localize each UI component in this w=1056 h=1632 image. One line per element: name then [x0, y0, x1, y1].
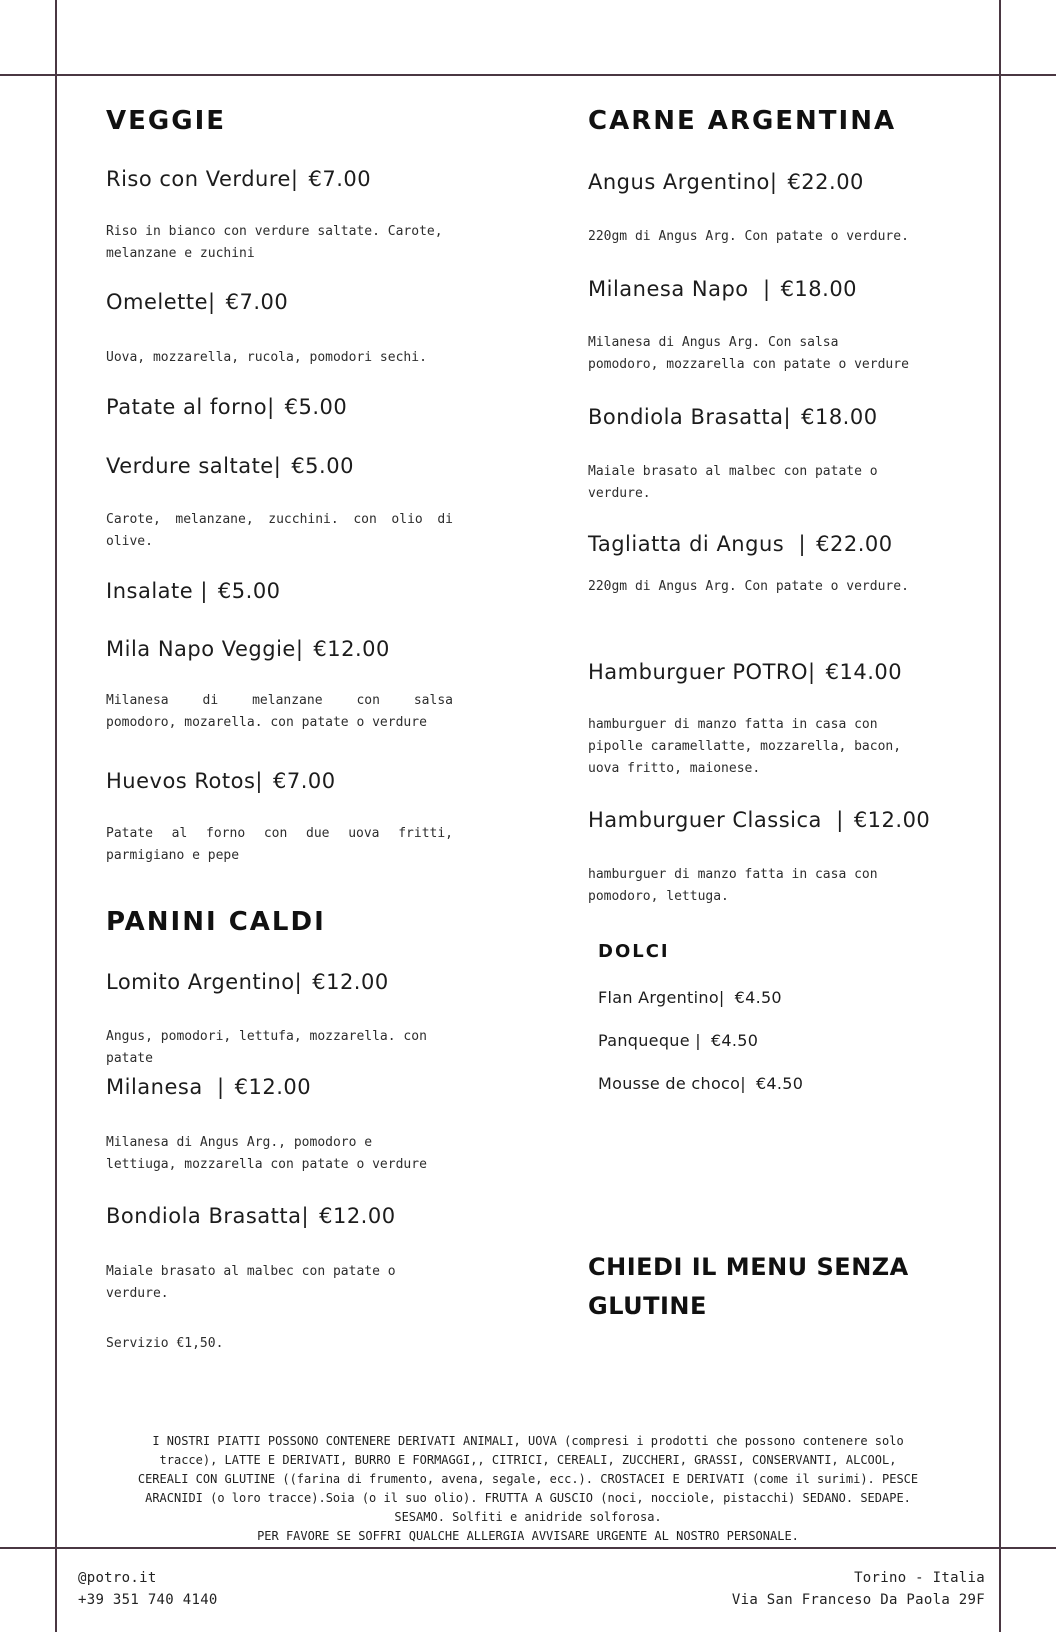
menu-item-name: Bondiola Brasatta| — [106, 1204, 310, 1228]
service-note: Servizio €1,50. — [106, 1336, 224, 1351]
menu-item-name: Verdure saltate| — [106, 454, 282, 478]
menu-item-price: €22.00 — [787, 170, 864, 194]
menu-item-description: 220gm di Angus Arg. Con patate o verdure. — [588, 229, 909, 244]
menu-item-name: Mila Napo Veggie| — [106, 637, 304, 661]
menu-column-left — [106, 0, 453, 1632]
menu-item-hamburguer-potro — [588, 660, 902, 685]
menu-item-name: Angus Argentino| — [588, 170, 778, 194]
menu-item-description: Patate al forno con due uova fritti, parmigiano e pepe — [106, 826, 453, 863]
menu-item-name: Lomito Argentino| — [106, 970, 303, 994]
menu-item-description: Milanesa di melanzane con salsa pomodoro, mozarella. con patate o verdure — [106, 693, 453, 730]
gluten-free-notice: CHIEDI IL MENU SENZA GLUTINE — [588, 1253, 909, 1320]
menu-item-milanesa-napo — [588, 277, 857, 302]
menu-item-bondiola-brasatta-panino — [106, 1204, 396, 1229]
menu-item-omelette — [106, 290, 288, 315]
menu-item-mila-napo-veggie — [106, 637, 390, 662]
menu-item-price: €18.00 — [801, 405, 878, 429]
menu-item-price: €12.00 — [319, 1204, 396, 1228]
menu-item-price: €12.00 — [853, 808, 931, 832]
menu-item-name: Mousse de choco| — [598, 1074, 746, 1093]
menu-item-name: Bondiola Brasatta| — [588, 405, 792, 429]
frame-line-vertical-right — [999, 0, 1001, 1632]
menu-item-verdure-saltate — [106, 454, 354, 479]
menu-item-flan-argentino — [598, 988, 782, 1008]
menu-item-name: Patate al forno| — [106, 395, 275, 419]
menu-item-insalate — [106, 579, 281, 604]
menu-item-panqueque — [598, 1031, 758, 1051]
menu-item-lomito-argentino — [106, 970, 389, 995]
menu-item-name: Riso con Verdure| — [106, 167, 299, 191]
menu-item-description: Riso in bianco con verdure saltate. Carote, melanzane e zuchini — [106, 224, 443, 261]
menu-item-description: hamburguer di manzo fatta in casa con pipolle caramellatte, mozzarella, bacon, uova fritto, maionese. — [588, 717, 902, 776]
menu-item-price: €22.00 — [816, 532, 893, 556]
menu-item-name: Milanesa Napo | — [588, 277, 771, 301]
menu-item-mousse-de-choco — [598, 1074, 803, 1094]
menu-item-description: Milanesa di Angus Arg. Con salsa pomodoro, mozzarella con patate o verdure — [588, 335, 909, 372]
footer-contact — [78, 1567, 218, 1611]
menu-item-name: Hamburguer POTRO| — [588, 660, 816, 684]
menu-column-right — [588, 0, 935, 1632]
menu-item-name: Milanesa | — [106, 1075, 225, 1099]
menu-item-price: €12.00 — [312, 970, 389, 994]
menu-item-price: €4.50 — [755, 1074, 804, 1093]
menu-item-price: €4.50 — [734, 988, 782, 1007]
menu-item-patate-al-forno — [106, 395, 347, 420]
menu-item-price: €12.00 — [313, 637, 390, 661]
menu-item-name: Flan Argentino| — [598, 988, 725, 1007]
menu-item-name: Panqueque | — [598, 1031, 701, 1050]
menu-item-price: €5.00 — [217, 579, 281, 603]
menu-item-description: hamburguer di manzo fatta in casa con pomodoro, lettuga. — [588, 867, 878, 904]
menu-item-name: Hamburguer Classica | — [588, 808, 844, 832]
footer-address: Via San Franceso Da Paola 29F — [731, 1592, 985, 1608]
menu-item-description: 220gm di Angus Arg. Con patate o verdure. — [588, 579, 909, 594]
menu-item-huevos-rotos — [106, 769, 336, 794]
section-heading-veggie: VEGGIE — [106, 106, 226, 136]
menu-item-name: Omelette| — [106, 290, 216, 314]
frame-line-vertical-left — [55, 0, 57, 1632]
menu-item-price: €4.50 — [710, 1031, 759, 1050]
menu-item-price: €7.00 — [273, 769, 336, 793]
menu-item-description: Carote, melanzane, zucchini. con olio di olive. — [106, 512, 453, 549]
menu-item-bondiola-brasatta — [588, 405, 878, 430]
menu-item-price: €7.00 — [225, 290, 289, 314]
menu-item-milanesa-panino — [106, 1075, 311, 1100]
allergen-notice: I NOSTRI PIATTI POSSONO CONTENERE DERIVATI ANIMALI, UOVA (compresi i prodotti che possono contenere solo tracce), LATTE E DERIVATI, BURRO E FORMAGGI,, CITRICI, CEREALI, ZUCCHERI, GRASSI, CONSERVANTI, ALCOOL, CEREALI CON GLUTINE ((farina di frumento, avena, segale, ecc.). CROSTACEI E DERIVATI (come il surimi). PESCE ARACNIDI (o loro tracce).Soia (o il suo olio). FRUTTA A GUSCIO (noci, nocciole, pistacchi) SEDANO. SEDAPE. SESAMO. Solfiti e anidride solforosa. PER FAVORE SE SOFFRI QUALCHE ALLERGIA AVVISARE URGENTE AL NOSTRO PERSONALE. — [137, 1434, 919, 1543]
footer-city: Torino - Italia — [854, 1570, 985, 1586]
menu-item-price: €7.00 — [308, 167, 372, 191]
footer-phone: +39 351 740 4140 — [78, 1592, 218, 1608]
section-heading-carne-argentina: CARNE ARGENTINA — [588, 106, 897, 136]
menu-item-price: €5.00 — [284, 395, 348, 419]
menu-item-price: €18.00 — [780, 277, 858, 301]
menu-item-description: Maiale brasato al malbec con patate o verdure. — [106, 1264, 396, 1301]
menu-item-name: Insalate | — [106, 579, 208, 603]
menu-item-description: Maiale brasato al malbec con patate o verdure. — [588, 464, 878, 501]
menu-item-name: Tagliatta di Angus | — [588, 532, 807, 556]
menu-item-description: Angus, pomodori, lettufa, mozzarella. con patate — [106, 1029, 427, 1066]
footer-website: @potro.it — [78, 1570, 157, 1586]
menu-item-hamburguer-classica — [588, 808, 930, 833]
footer-location — [732, 1567, 985, 1611]
menu-item-riso-con-verdure — [106, 167, 371, 192]
section-heading-panini-caldi: PANINI CALDI — [106, 907, 326, 937]
menu-item-angus-argentino — [588, 170, 864, 195]
menu-item-tagliatta-di-angus — [588, 532, 893, 557]
section-heading-dolci: DOLCI — [598, 941, 670, 962]
menu-item-description: Uova, mozzarella, rucola, pomodori sechi. — [106, 350, 427, 365]
menu-item-name: Huevos Rotos| — [106, 769, 264, 793]
menu-item-price: €14.00 — [825, 660, 903, 684]
menu-item-price: €5.00 — [291, 454, 354, 478]
menu-item-price: €12.00 — [234, 1075, 312, 1099]
menu-item-description: Milanesa di Angus Arg., pomodoro e lettiuga, mozzarella con patate o verdure — [106, 1135, 427, 1172]
